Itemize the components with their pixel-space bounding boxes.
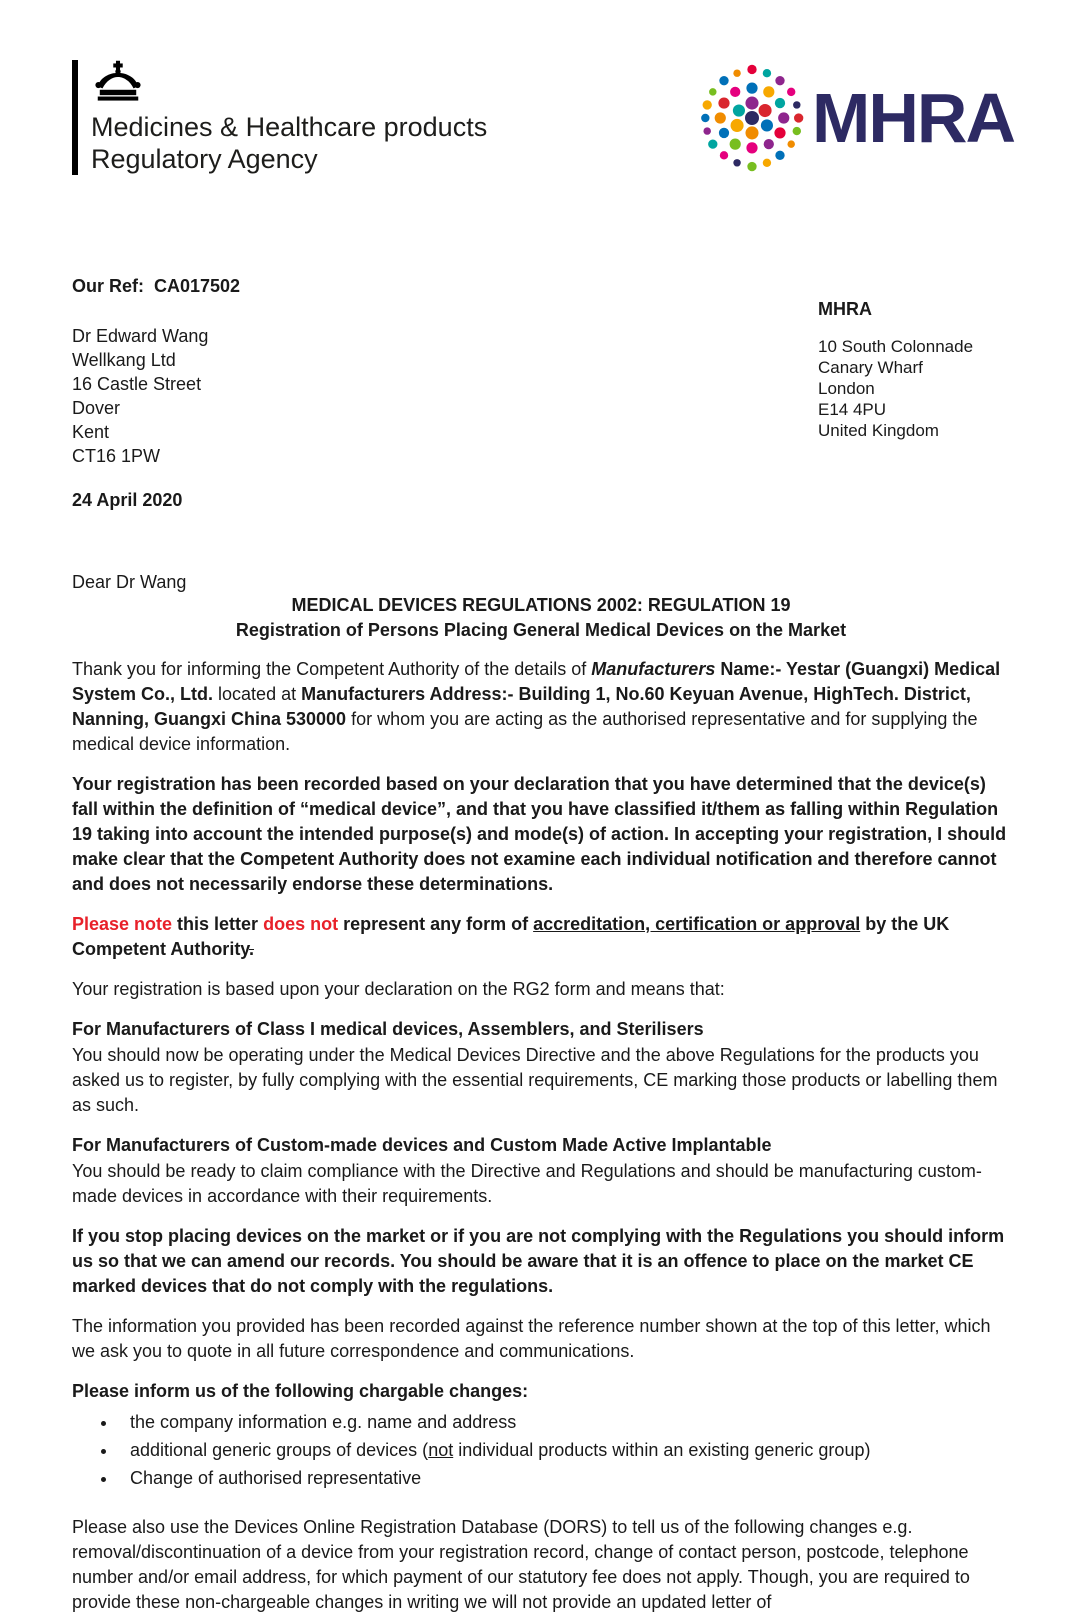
letter-paragraph — [72, 1314, 1010, 1364]
letter-paragraph — [72, 1224, 1010, 1299]
agency-name — [91, 111, 487, 175]
text-segment: Change of authorised representative — [130, 1468, 422, 1488]
letter-paragraph — [72, 657, 1010, 757]
text-segment: Please inform us of the following chargable changes: — [72, 1381, 529, 1401]
recipient-address — [72, 325, 818, 468]
sender-line: E14 4PU — [818, 400, 887, 419]
mhra-agency-logo — [72, 60, 487, 175]
text-segment: Name:- Yestar (Guangxi) Medical System Co., Ltd. — [72, 659, 1001, 704]
text-segment: Manufacturers — [591, 659, 716, 679]
text-segment: located at — [213, 684, 302, 704]
text-segment: Thank you for informing the Competent Authority of the details of — [72, 659, 592, 679]
bullet-item — [118, 1438, 1010, 1463]
bullet-item — [118, 1466, 1010, 1491]
text-segment: Your registration is based upon your declaration on the RG2 form and means that: — [72, 979, 725, 999]
letter-subtitle — [72, 618, 1010, 643]
letter-paragraph — [72, 977, 1010, 1002]
letterhead — [72, 60, 1014, 175]
sender-address — [818, 299, 1010, 512]
our-ref — [72, 275, 818, 298]
letter-heading — [72, 1379, 1010, 1404]
text-segment: individual products within an existing generic group) — [453, 1440, 871, 1460]
our-ref-value: CA017502 — [154, 276, 241, 296]
text-segment: Registration of Persons Placing General Medical Devices on the Market — [235, 620, 847, 640]
text-segment: Please note — [72, 914, 173, 934]
sender-line: London — [818, 379, 875, 398]
recipient-line: 16 Castle Street — [72, 374, 202, 394]
letter-date: 24 April 2020 — [72, 490, 183, 510]
recipient-line: CT16 1PW — [72, 446, 161, 466]
letter-paragraph — [72, 1515, 1010, 1615]
text-segment: accreditation, certification or approval — [533, 914, 861, 934]
text-segment: The information you provided has been recorded against the reference number shown at the top of this letter, which we ask you to quote in all future correspondence and communications. — [72, 1316, 991, 1361]
text-segment: You should now be operating under the Medical Devices Directive and the above Regulations for the products you asked us to register, by fully complying with the essential requirements, CE marking those products or labelling them as such. — [72, 1045, 998, 1115]
sender-line: 10 South Colonnade — [818, 337, 974, 356]
letter-paragraph — [72, 772, 1010, 897]
letter-heading — [72, 1017, 1010, 1042]
text-segment: Manufacturers Address:- Building 1, No.60 Keyuan Avenue, HighTech. District, Nanning, Guangxi China 530000 — [72, 684, 971, 729]
sender-line: United Kingdom — [818, 421, 939, 440]
recipient-line: Kent — [72, 422, 110, 442]
text-segment: by the UK Competent Authority — [72, 914, 950, 959]
agency-name-line2: Regulatory Agency — [91, 144, 318, 174]
mhra-logo — [696, 62, 1014, 174]
text-segment: the company information e.g. name and address — [130, 1412, 517, 1432]
text-segment: If you stop placing devices on the market or if you are not complying with the Regulations you should inform us so that we can amend our records. You should be aware that it is an offence to place on the market CE marked devices that do not comply with the regulations. — [72, 1226, 1005, 1296]
crown-icon — [91, 60, 145, 102]
letter-meta — [72, 275, 1010, 512]
letter-paragraph — [72, 1043, 1010, 1118]
bullet-list — [72, 1410, 1010, 1491]
text-segment: represent any form of — [338, 914, 534, 934]
letter-body — [72, 593, 1010, 1615]
bullet-item — [118, 1410, 1010, 1435]
text-segment: Please also use the Devices Online Registration Database (DORS) to tell us of the following changes e.g. removal/discontinuation of a device from your registration record, change of contact person, postcode, telephone number and/or email address, for which payment of our statutory fee does not apply. Though, you are required to provide these non-chargeable changes in writing we will not provide an updated letter of — [72, 1517, 970, 1612]
letter-paragraph — [72, 912, 1010, 962]
text-segment: For Manufacturers of Custom-made devices and Custom Made Active Implantable — [72, 1135, 772, 1155]
recipient-line: Wellkang Ltd — [72, 350, 176, 370]
text-segment: You should be ready to claim compliance with the Directive and Regulations and should be manufacturing custom-made devices in accordance with their requirements. — [72, 1161, 982, 1206]
sender-line: Canary Wharf — [818, 358, 923, 377]
mhra-logo-text: MHRA — [812, 79, 1014, 157]
mhra-dots-logo — [696, 62, 808, 174]
text-segment: For Manufacturers of Class I medical devices, Assemblers, and Sterilisers — [72, 1019, 704, 1039]
text-segment: does not — [263, 914, 339, 934]
recipient-line: Dover — [72, 398, 121, 418]
text-segment: this letter — [172, 914, 264, 934]
letter-title — [72, 593, 1010, 618]
text-segment: . — [249, 939, 255, 959]
our-ref-label: Our Ref: — [72, 276, 144, 296]
text-segment: additional generic groups of devices ( — [130, 1440, 429, 1460]
sender-name: MHRA — [818, 299, 872, 319]
text-segment: MEDICAL DEVICES REGULATIONS 2002: REGULATION 19 — [291, 595, 791, 615]
letter-heading — [72, 1133, 1010, 1158]
logo-bar — [72, 60, 78, 175]
text-segment: Your registration has been recorded based on your declaration that you have determined that the device(s) fall within the definition of “medical device”, and that you have classified it/them as falling within Regulation 19 taking into account the intended purpose(s) and mode(s) of action. In accepting your registration, I should make clear that the Competent Authority does not examine each individual notification and therefore cannot and does not necessarily endorse these determinations. — [72, 774, 1007, 894]
recipient-line: Dr Edward Wang — [72, 326, 209, 346]
text-segment: for whom you are acting as the authorised representative and for supplying the medical device information. — [72, 709, 978, 754]
letter-paragraph — [72, 1159, 1010, 1209]
text-segment: not — [428, 1440, 454, 1460]
agency-name-line1: Medicines & Healthcare products — [91, 112, 488, 142]
salutation: Dear Dr Wang — [72, 572, 187, 592]
